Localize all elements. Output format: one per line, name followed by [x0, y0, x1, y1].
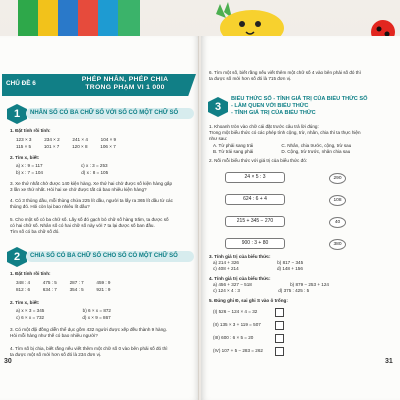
book-spread [0, 36, 400, 400]
ex-line: 5. Cho một số có ba chữ số. Lấy số đó gạch bỏ chữ số hàng trăm, ta được số [10, 217, 169, 222]
ex-line: Hỏi mỗi hàng như thế có bao nhiêu người? [10, 333, 98, 338]
section-1-number: 1 [13, 108, 21, 120]
answer-box[interactable] [275, 308, 284, 317]
true-false-statement: (I) 526 − 124 × 4 = 32 [213, 309, 258, 314]
ex-line: 2. Tìm x, biết: [10, 155, 40, 160]
ex-line: ta được một số mới hơn số đó là 234 đơn vị. [10, 352, 102, 357]
ex-line: 4. Có 3 thùng dầu, mỗi thùng chứa 225 lít dầu, người ta lấy ra 365 lít dầu từ các [10, 198, 173, 203]
ex-line: 1. Đặt tính rồi tính: [10, 271, 51, 276]
ex-line: 3. Xe thứ nhất chở được 140 kiện hàng. Xe thứ hai chở được số kiện hàng gấp [10, 181, 173, 186]
ex-line: c) 124 × 4 : 3 d) 375 : 425 : 5 [213, 288, 310, 293]
ex-line: c) 6 × x = 732 d) x × 9 = 867 [16, 315, 111, 320]
ex-line: ta được số mới hơn số đó là 715 đơn vị. [209, 76, 292, 81]
theme-title: PHÉP NHÂN, PHÉP CHIA TRONG PHẠM VI 1 000 [81, 76, 169, 91]
ex-line: Trong một biểu thức có các phép tính cộng, trừ, nhân, chia thì ta thực hiện [209, 130, 361, 135]
ex-line: 3 lần xe thứ nhất. Hỏi hai xe chở được tất cả bao nhiêu kiện hàng? [10, 187, 147, 192]
theme-label: CHỦ ĐỀ 6 [6, 80, 36, 87]
match-expression: 900 : 3 + 80 [225, 238, 285, 249]
answer-box[interactable] [275, 321, 284, 330]
ex-line: 115 × 5 101 × 7 120 × 8 106 × 7 [16, 144, 116, 149]
ex-line: thùng đó. Hỏi còn lại bao nhiêu lít dầu? [10, 204, 90, 209]
ex-line: 4. Tìm số bị chia, biết rằng nếu viết thêm một chữ số 0 vào bên phải số đó thì [10, 346, 168, 351]
ex-line: A. Từ phải sang trái C. Nhân, chia trước, cộng, trừ sau [213, 143, 352, 148]
right-page-number: 31 [385, 358, 393, 365]
section-2-title: CHIA SỐ CÓ BA CHỮ SỐ CHO SỐ CÓ MỘT CHỮ SỐ [30, 253, 178, 259]
ex-line: c) 408 + 214 d) 148 + 156 [213, 266, 303, 271]
answer-box[interactable] [275, 347, 284, 356]
match-value: 380 [329, 239, 346, 250]
match-value: 290 [329, 173, 346, 184]
match-value: 40 [329, 217, 346, 228]
left-page [0, 36, 199, 400]
section-2-number: 2 [13, 251, 21, 263]
section-3-number: 3 [214, 101, 222, 113]
ex-line: như sau: [209, 136, 228, 141]
ex-line: a) x × 3 = 345 b) 6 × x = 872 [16, 308, 111, 313]
ex-line: 3. Tính giá trị của biểu thức: [209, 254, 271, 259]
section-1-title: NHÂN SỐ CÓ BA CHỮ SỐ VỚI SỐ CÓ MỘT CHỮ SỐ [30, 110, 179, 116]
ex-line: 812 : 6 634 : 7 354 : 5 921 : 9 [16, 287, 111, 292]
match-expression: 24 × 5 : 3 [225, 172, 285, 183]
true-false-statement: (III) 600 : 6 × 5 = 20 [213, 335, 254, 340]
ex-line: Tìm số có ba chữ số đó. [10, 229, 60, 234]
section-3-title: BIỂU THỨC SỐ - TÍNH GIÁ TRỊ CỦA BIỂU THỨC SỐ - LÀM QUEN VỚI BIỂU THỨC - TÍNH GIÁ TRỊ CỦA BIỂU THỨC [231, 96, 368, 116]
true-false-statement: (IV) 107 + 5 − 283 = 262 [213, 348, 263, 353]
ex-line: b) x : 7 = 104 d) x : 8 = 105 [16, 170, 109, 175]
ex-line: 2. Nối mỗi biểu thức với giá trị của biểu thức đó: [209, 158, 308, 163]
ex-line: 4. Tính giá trị của biểu thức: [209, 276, 271, 281]
ex-line: 123 × 3 234 × 2 241 × 4 104 × 9 [16, 137, 117, 142]
ex-line: a) 214 + 326 b) 817 − 345 [213, 260, 304, 265]
ex-line: 1. Khoanh tròn vào chữ cái đặt trước câu trả lời đúng: [209, 124, 319, 129]
ex-line: 6. Tìm một số, biết rằng nếu viết thêm một chữ số 4 vào bên phải số đó thì [209, 70, 361, 75]
ex-line: a) x : 9 = 117 c) x : 3 = 253 [16, 163, 108, 168]
answer-box[interactable] [275, 334, 284, 343]
ex-line: 348 : 4 475 : 5 287 : 7 459 : 9 [16, 280, 111, 285]
left-page-number: 30 [4, 358, 12, 365]
match-value: 108 [329, 195, 346, 206]
match-expression: 624 : 6 + 4 [225, 194, 285, 205]
true-false-statement: (II) 135 × 3 + 119 = 507 [213, 322, 261, 327]
ex-line: có hai chữ số. Nhân số có hai chữ số này với 7 ta lại được số ban đầu. [10, 223, 155, 228]
ex-line: a) 456 + 327 − 518 b) 879 − 253 + 124 [213, 282, 329, 287]
ex-line: 5. Đúng ghi Đ, sai ghi S vào ô trống: [209, 298, 288, 303]
right-page [201, 36, 400, 400]
ex-line: B. Từ trái sang phải D. Cộng, trừ trước, nhân chia sau [213, 149, 351, 154]
ex-line: 2. Tìm x, biết: [10, 300, 40, 305]
ex-line: 1. Đặt tính rồi tính: [10, 128, 51, 133]
ex-line: 3. Có một đội đồng diễn thể dục gồm 432 người được xếp đều thành 9 hàng. [10, 327, 167, 332]
match-expression: 215 + 345 − 270 [225, 216, 285, 227]
